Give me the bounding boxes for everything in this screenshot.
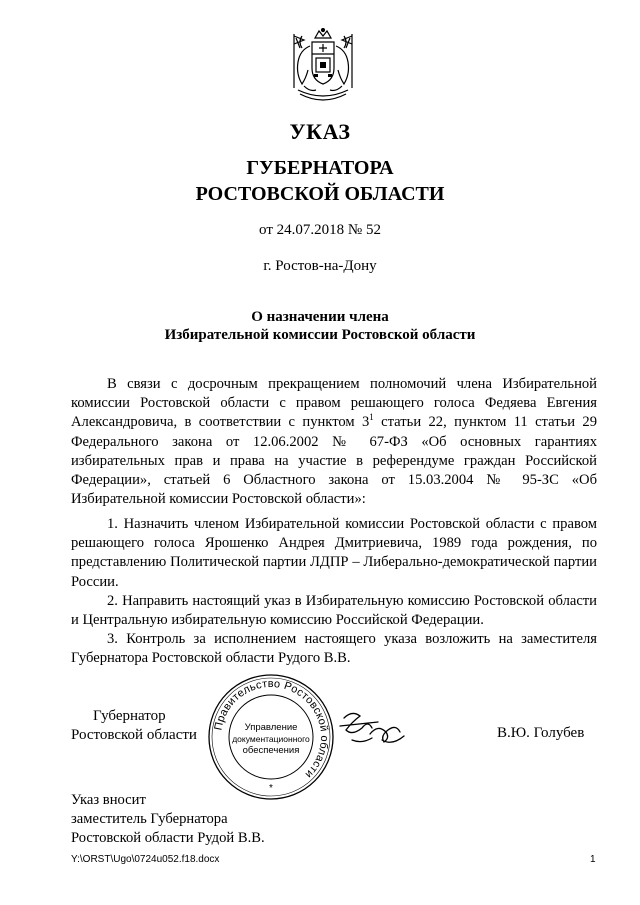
signer-position <box>71 707 221 745</box>
stamp-inner-line-3: обеспечения <box>242 745 300 756</box>
signer-name: В.Ю. Голубев <box>497 725 585 741</box>
items-list <box>71 515 597 669</box>
stamp-inner-line-2: документационного <box>232 734 310 744</box>
handwritten-signature <box>338 706 418 750</box>
item-2: 2. Направить настоящий указ в Избирательную комиссию Ростовской области и Центральную избирательную комиссию Российской Федерации. <box>71 592 597 629</box>
footer-file-path: Y:\ORST\Ugo\0724u052.f18.docx <box>71 854 220 865</box>
submitter-block <box>71 791 265 849</box>
stamp-inner-line-1: Управление <box>244 722 298 733</box>
subject-heading <box>0 308 640 344</box>
official-stamp <box>206 672 336 802</box>
issuer-line-1: ГУБЕРНАТОРА <box>246 157 394 179</box>
submitter-line-2: заместитель Губернатора <box>71 811 228 828</box>
signer-position-line-1: Губернатор <box>93 708 166 724</box>
issuer-line-2: РОСТОВСКОЙ ОБЛАСТИ <box>195 183 445 205</box>
intro-text-part-2: статьи 22, пунктом 11 статьи 29 Федерального закона от 12.06.2002 № 67-ФЗ «Об основных гарантиях избирательных прав и права на участие в референдуме граждан Российской Федерации», статьей 6 Областного закона от 15.03.2004 № 95-ЗС «Об Избирательной комиссии Ростовской области»: <box>71 414 597 508</box>
intro-paragraph <box>71 375 597 509</box>
stamp-star: * <box>269 783 273 794</box>
item-3: 3. Контроль за исполнением настоящего указа возложить на заместителя Губернатора Ростовской области Рудого В.В. <box>71 631 597 667</box>
submitter-line-1: Указ вносит <box>71 792 146 808</box>
stamp-outer-text: Правительство Ростовской области <box>212 677 331 781</box>
intro-superscript: 1 <box>369 412 374 423</box>
footer-page-number: 1 <box>590 854 596 865</box>
document-title: УКАЗ <box>289 119 351 144</box>
issuer-heading <box>0 155 640 207</box>
subject-line-1: О назначении члена <box>251 309 389 325</box>
date-number: от 24.07.2018 № 52 <box>259 222 381 238</box>
city: г. Ростов-на-Дону <box>263 258 377 274</box>
item-1: 1. Назначить членом Избирательной комиссии Ростовской области с правом решающего голоса Ярошенко Андрея Дмитриевича, 1989 года рождения, по представлению Политической партии ЛДПР – Либерально-демократической партии России. <box>71 516 597 590</box>
submitter-line-3: Ростовской области Рудой В.В. <box>71 830 265 847</box>
subject-line-2: Избирательной комиссии Ростовской области <box>164 327 476 343</box>
coat-of-arms-emblem <box>290 28 356 110</box>
signer-position-line-2: Ростовской области <box>71 727 197 743</box>
intro-text-part-1: В связи с досрочным прекращением полномочий члена Избирательной комиссии Ростовской области с правом решающего голоса Федяева Евгения Александровича, в соответствии с пунктом 3 <box>71 376 597 431</box>
